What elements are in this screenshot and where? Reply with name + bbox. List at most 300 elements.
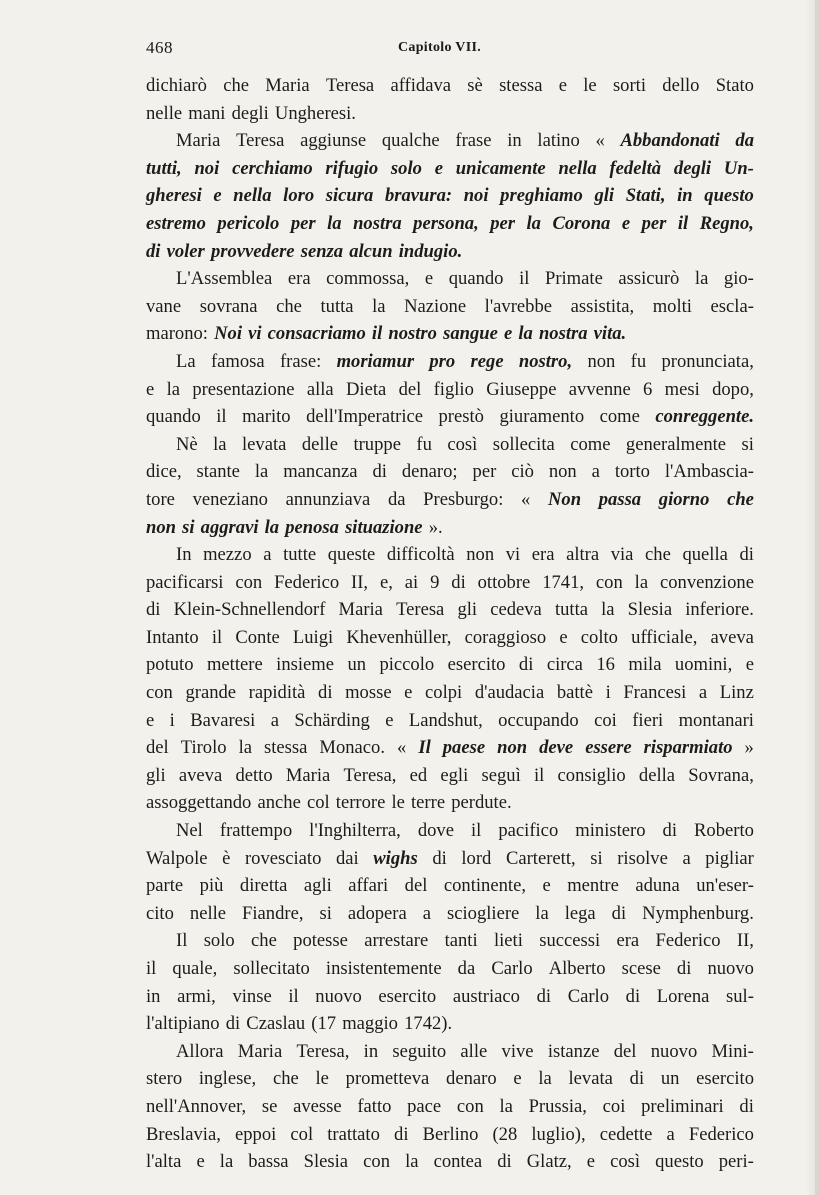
word: detto bbox=[235, 764, 273, 786]
word: esercito bbox=[447, 654, 506, 676]
word: Maria bbox=[285, 764, 331, 786]
word: il bbox=[211, 626, 223, 648]
word: altra bbox=[566, 544, 600, 566]
text-line bbox=[146, 72, 754, 100]
word: mesi bbox=[664, 378, 700, 400]
word: queste bbox=[327, 544, 376, 566]
word: egli bbox=[440, 764, 469, 786]
text-line bbox=[146, 789, 754, 817]
word: il bbox=[533, 764, 545, 786]
word: aggiunse bbox=[300, 130, 367, 152]
word: tutte bbox=[283, 544, 317, 566]
word: senza bbox=[300, 240, 344, 262]
text-line bbox=[146, 762, 754, 790]
word: la bbox=[254, 461, 269, 483]
word: « bbox=[521, 488, 531, 510]
word: Stati, bbox=[625, 185, 666, 207]
text-line bbox=[146, 845, 754, 873]
text-line bbox=[146, 376, 754, 404]
word: Regno, bbox=[699, 212, 754, 234]
word: figlio bbox=[433, 378, 474, 400]
word: pigliar bbox=[705, 847, 754, 869]
word: nella bbox=[558, 157, 597, 179]
word: stessa bbox=[264, 737, 308, 759]
word: vita. bbox=[593, 323, 627, 345]
word: tanti bbox=[444, 930, 478, 952]
word: a bbox=[682, 847, 691, 869]
word: pronunciata, bbox=[661, 350, 754, 372]
word: tore bbox=[146, 488, 175, 510]
word: Il bbox=[176, 930, 188, 952]
word: così bbox=[610, 1151, 641, 1173]
word: continente, bbox=[443, 875, 526, 897]
word: peri- bbox=[718, 1151, 754, 1173]
word: nelle bbox=[189, 902, 227, 924]
word: Carlo bbox=[567, 985, 610, 1007]
word: quella bbox=[682, 544, 728, 566]
word: Prussia, bbox=[528, 1095, 587, 1117]
word: a bbox=[422, 902, 431, 924]
text-line bbox=[146, 624, 754, 652]
word: di bbox=[625, 985, 641, 1007]
word: il bbox=[471, 820, 482, 842]
word: moriamur bbox=[336, 350, 415, 372]
word: ciò bbox=[511, 461, 534, 483]
word: un bbox=[347, 654, 367, 676]
word: la bbox=[238, 737, 252, 759]
word: essere bbox=[585, 737, 632, 759]
text-line bbox=[146, 1121, 754, 1149]
word: Alberto bbox=[548, 958, 606, 979]
word: estremo bbox=[146, 212, 206, 234]
text-line bbox=[146, 679, 754, 707]
word: contea bbox=[433, 1151, 483, 1173]
text-line bbox=[146, 238, 754, 266]
word: Breslavia, bbox=[146, 1123, 221, 1145]
word: aggravi bbox=[200, 516, 259, 538]
word: mosse bbox=[345, 682, 392, 704]
word: sè bbox=[467, 75, 483, 96]
word: preghiamo bbox=[500, 185, 583, 207]
word: Un- bbox=[723, 157, 754, 179]
word: difficoltà bbox=[386, 544, 455, 566]
word: inferiore. bbox=[685, 599, 754, 621]
word: del bbox=[404, 875, 428, 897]
word: Glatz, bbox=[526, 1151, 572, 1173]
word: (17 bbox=[311, 1013, 337, 1035]
word: i bbox=[605, 682, 611, 704]
word: L'Assemblea bbox=[176, 268, 273, 290]
text-line bbox=[146, 872, 754, 900]
word: prestò bbox=[438, 406, 484, 428]
word: Schärding bbox=[294, 709, 370, 731]
word: Teresa bbox=[325, 75, 375, 96]
word: così bbox=[447, 433, 478, 455]
text-line bbox=[146, 983, 754, 1011]
word: d'audacia bbox=[474, 682, 545, 704]
word: situazione bbox=[345, 516, 423, 538]
text-line bbox=[146, 817, 754, 845]
word: solo bbox=[203, 930, 235, 952]
body-text bbox=[146, 72, 754, 1176]
word: mezzo bbox=[203, 544, 252, 566]
word: della bbox=[638, 764, 676, 786]
word: ufficiale, bbox=[631, 626, 698, 648]
word: Monaco. bbox=[319, 737, 385, 759]
word: fu bbox=[416, 433, 432, 455]
text-line bbox=[146, 1093, 754, 1121]
word: frattempo bbox=[219, 820, 293, 842]
word: il bbox=[288, 985, 299, 1007]
word: latino bbox=[537, 130, 580, 152]
word: e bbox=[503, 323, 513, 345]
word: Luigi bbox=[292, 626, 334, 648]
word: 16 bbox=[596, 654, 615, 676]
page-edge-shadow bbox=[805, 0, 815, 1195]
word: Maria bbox=[176, 130, 221, 152]
word: nostro bbox=[388, 323, 437, 345]
word: in bbox=[677, 185, 693, 207]
word: arrestare bbox=[364, 930, 429, 952]
word: il bbox=[371, 323, 383, 345]
word: sul- bbox=[726, 985, 754, 1007]
word: affidava bbox=[390, 75, 452, 96]
word: non bbox=[146, 516, 176, 538]
text-line bbox=[146, 100, 754, 128]
word: e bbox=[558, 75, 567, 96]
word: nuovo bbox=[650, 1040, 698, 1062]
word: le bbox=[391, 792, 405, 814]
word: a bbox=[666, 1123, 675, 1145]
word: rapidità bbox=[248, 682, 306, 704]
word: deve bbox=[539, 737, 574, 759]
word: tutti, bbox=[146, 157, 182, 179]
word: la bbox=[694, 268, 709, 290]
word: e bbox=[745, 654, 754, 676]
word: esercito bbox=[696, 1068, 754, 1090]
word: di bbox=[629, 1068, 645, 1090]
word: e bbox=[385, 709, 394, 731]
word: e bbox=[213, 185, 222, 207]
word: nella bbox=[233, 185, 272, 207]
word: in bbox=[363, 1040, 379, 1062]
word: passa bbox=[598, 488, 642, 510]
word: grande bbox=[185, 682, 237, 704]
word: Khevenhüller, bbox=[346, 626, 452, 648]
word: a bbox=[698, 682, 708, 704]
word: marono: bbox=[146, 323, 208, 345]
word: quando bbox=[146, 406, 201, 428]
word: il bbox=[146, 958, 157, 979]
word: dello bbox=[662, 75, 700, 96]
word: ai bbox=[404, 571, 419, 593]
word: generalmente bbox=[625, 433, 727, 455]
word: vi bbox=[505, 544, 521, 566]
word: consacriamo bbox=[267, 323, 366, 345]
word: Non bbox=[548, 488, 582, 510]
word: alcun bbox=[349, 240, 393, 262]
word: noi bbox=[194, 157, 220, 179]
word: degli bbox=[673, 157, 712, 179]
word: prometteva bbox=[345, 1068, 430, 1090]
word: di bbox=[318, 682, 333, 704]
word: col bbox=[290, 1123, 314, 1145]
word: provvedere bbox=[210, 240, 295, 262]
word: levata bbox=[568, 1068, 613, 1090]
word: Allora bbox=[176, 1040, 224, 1062]
word: la bbox=[264, 516, 280, 538]
word: molti bbox=[652, 295, 692, 317]
word: Il bbox=[418, 737, 431, 759]
word: sciogliere bbox=[447, 902, 520, 924]
word: e bbox=[404, 682, 413, 704]
word: potesse bbox=[293, 930, 348, 952]
word: sicura bbox=[325, 185, 374, 207]
word: le bbox=[315, 1068, 329, 1090]
word: terrore bbox=[335, 792, 386, 814]
word: tutta bbox=[554, 599, 588, 621]
word: per bbox=[490, 212, 516, 234]
word: i bbox=[169, 709, 175, 731]
page-header bbox=[146, 38, 754, 60]
word: Noi bbox=[214, 323, 242, 345]
word: e bbox=[146, 709, 155, 731]
word: perdute. bbox=[451, 792, 512, 814]
word: che bbox=[645, 544, 671, 566]
word: consiglio bbox=[557, 764, 626, 786]
word: di bbox=[739, 544, 754, 566]
word: indugio. bbox=[398, 240, 463, 262]
word: bassa bbox=[248, 1151, 289, 1173]
word: e bbox=[621, 212, 631, 234]
word: sollecita bbox=[492, 433, 555, 455]
word: dell'Imperatrice bbox=[306, 406, 424, 428]
word: Walpole bbox=[146, 847, 208, 869]
text-line bbox=[146, 127, 754, 155]
word: Teresa, bbox=[343, 764, 397, 786]
word: nuovo bbox=[315, 985, 362, 1007]
text-line bbox=[146, 1148, 754, 1176]
word: Intanto bbox=[146, 626, 199, 648]
word: coi bbox=[594, 709, 617, 731]
word: truppe bbox=[353, 433, 401, 455]
text-line bbox=[146, 651, 754, 679]
word: Teresa bbox=[396, 599, 445, 621]
word: la bbox=[499, 1095, 513, 1117]
word: stero bbox=[146, 1068, 183, 1090]
word: lieti bbox=[493, 930, 523, 952]
word: di bbox=[536, 985, 552, 1007]
word: si bbox=[741, 433, 754, 455]
word: che bbox=[276, 295, 302, 317]
word: aveva bbox=[710, 626, 754, 648]
word: sangue bbox=[443, 323, 498, 345]
page-edge bbox=[815, 0, 819, 1195]
word: voler bbox=[166, 240, 205, 262]
word: commossa, bbox=[326, 268, 410, 290]
word: e bbox=[542, 875, 551, 897]
word: il bbox=[519, 268, 530, 290]
word: non bbox=[497, 737, 528, 759]
word: famosa bbox=[210, 350, 265, 372]
word: un bbox=[660, 1068, 680, 1090]
word: piccolo bbox=[379, 654, 435, 676]
word: armi, bbox=[177, 985, 216, 1007]
text-line bbox=[146, 182, 754, 210]
text-line bbox=[146, 541, 754, 569]
word: agli bbox=[303, 875, 332, 897]
word: conreggente. bbox=[655, 406, 754, 428]
word: di bbox=[146, 599, 161, 621]
word: coi bbox=[602, 1095, 626, 1117]
word: Conte bbox=[235, 626, 280, 648]
word: annunziava bbox=[285, 488, 371, 510]
word: di bbox=[739, 1095, 754, 1117]
word: di bbox=[225, 1013, 241, 1035]
word: di bbox=[518, 654, 534, 676]
word: anche bbox=[257, 792, 301, 814]
word: Federico bbox=[274, 571, 340, 593]
word: Giuseppe bbox=[486, 378, 557, 400]
word: mancanza bbox=[283, 461, 358, 483]
word: Nazione bbox=[404, 295, 467, 317]
word: luglio), bbox=[531, 1123, 586, 1145]
word: con bbox=[456, 1095, 484, 1117]
word: Tirolo bbox=[180, 737, 227, 759]
word: a bbox=[263, 544, 272, 566]
word: come bbox=[570, 433, 611, 455]
word: veneziano bbox=[192, 488, 268, 510]
word: via bbox=[610, 544, 634, 566]
word: fatto bbox=[357, 1095, 392, 1117]
word: che bbox=[272, 1068, 299, 1090]
word: l'altipiano bbox=[146, 1013, 220, 1035]
word: di bbox=[497, 1151, 512, 1173]
word: stessa bbox=[499, 75, 543, 96]
word: cito bbox=[146, 902, 174, 924]
book-page bbox=[146, 38, 754, 1176]
word: mani bbox=[188, 102, 226, 124]
word: Lorena bbox=[656, 985, 710, 1007]
word: con bbox=[595, 571, 623, 593]
word: cedeva bbox=[490, 599, 542, 621]
word: pace bbox=[407, 1095, 442, 1117]
word: fu bbox=[630, 350, 647, 372]
word: e, bbox=[379, 571, 393, 593]
word: la bbox=[372, 295, 386, 317]
word: lord bbox=[461, 847, 492, 869]
word: con bbox=[363, 1151, 390, 1173]
word: questo bbox=[655, 1151, 704, 1173]
word: da bbox=[735, 130, 754, 152]
word: mettere bbox=[206, 654, 263, 676]
word: dopo, bbox=[712, 378, 754, 400]
word: Slesia bbox=[627, 599, 673, 621]
word: istanze bbox=[547, 1040, 600, 1062]
word: Maria bbox=[338, 599, 383, 621]
word: Corona bbox=[552, 212, 611, 234]
word: col bbox=[306, 792, 330, 814]
word: maggio bbox=[342, 1013, 398, 1035]
word: la bbox=[518, 323, 533, 345]
word: lega bbox=[564, 902, 596, 924]
word: tutta bbox=[320, 295, 354, 317]
word: risolve bbox=[617, 847, 668, 869]
word: fieri bbox=[632, 709, 664, 731]
word: mentre bbox=[567, 875, 619, 897]
text-line bbox=[146, 403, 754, 431]
word: Slesia bbox=[303, 1151, 349, 1173]
word: Carterett, bbox=[505, 847, 576, 869]
word: persona, bbox=[413, 212, 479, 234]
text-line bbox=[146, 293, 754, 321]
word: rovesciato bbox=[244, 847, 322, 869]
word: rifugio bbox=[325, 157, 379, 179]
word: noi bbox=[463, 185, 489, 207]
word: in bbox=[146, 985, 161, 1007]
text-line bbox=[146, 569, 754, 597]
word: Klein-Schnellendorf bbox=[173, 599, 326, 621]
word: vinse bbox=[232, 985, 272, 1007]
word: torto bbox=[614, 461, 650, 483]
word: vi bbox=[248, 323, 262, 345]
word: denaro bbox=[446, 1068, 497, 1090]
word: Dieta bbox=[346, 378, 387, 400]
word: escla- bbox=[710, 295, 754, 317]
text-line bbox=[146, 1065, 754, 1093]
word: II, bbox=[351, 571, 369, 593]
word: e bbox=[196, 1151, 205, 1173]
word: levata bbox=[242, 433, 287, 455]
word: dichiarò bbox=[146, 75, 207, 96]
word: ministero bbox=[575, 820, 646, 842]
word: con bbox=[235, 571, 263, 593]
word: assicurò bbox=[618, 268, 680, 290]
word: del bbox=[613, 1040, 637, 1062]
word: Stato bbox=[715, 75, 754, 96]
word: presentazione bbox=[192, 378, 295, 400]
word: insieme bbox=[276, 654, 334, 676]
word: e bbox=[434, 157, 443, 179]
word: che bbox=[727, 488, 754, 510]
word: era bbox=[287, 268, 311, 290]
word: in bbox=[507, 130, 522, 152]
word: preliminari bbox=[641, 1095, 724, 1117]
word: frase: bbox=[279, 350, 322, 372]
word: Federico bbox=[688, 1123, 754, 1145]
word: che bbox=[223, 75, 249, 96]
word: non bbox=[466, 544, 495, 566]
word: la bbox=[634, 571, 649, 593]
word: insistentemente bbox=[325, 958, 442, 979]
word: uomini, bbox=[674, 654, 733, 676]
word: la bbox=[327, 212, 342, 234]
word: l'alta bbox=[146, 1151, 182, 1173]
word: quale, bbox=[172, 958, 218, 979]
word: pericolo bbox=[217, 212, 280, 234]
word: ed bbox=[409, 764, 428, 786]
word: Carlo bbox=[491, 958, 533, 979]
word: » bbox=[744, 737, 754, 759]
word: da bbox=[457, 958, 476, 979]
word: gli bbox=[594, 185, 615, 207]
word: mila bbox=[628, 654, 662, 676]
word: scese bbox=[621, 958, 661, 979]
word: di bbox=[146, 240, 161, 262]
text-line bbox=[146, 210, 754, 238]
word: esercito bbox=[378, 985, 437, 1007]
word: la bbox=[405, 1151, 419, 1173]
